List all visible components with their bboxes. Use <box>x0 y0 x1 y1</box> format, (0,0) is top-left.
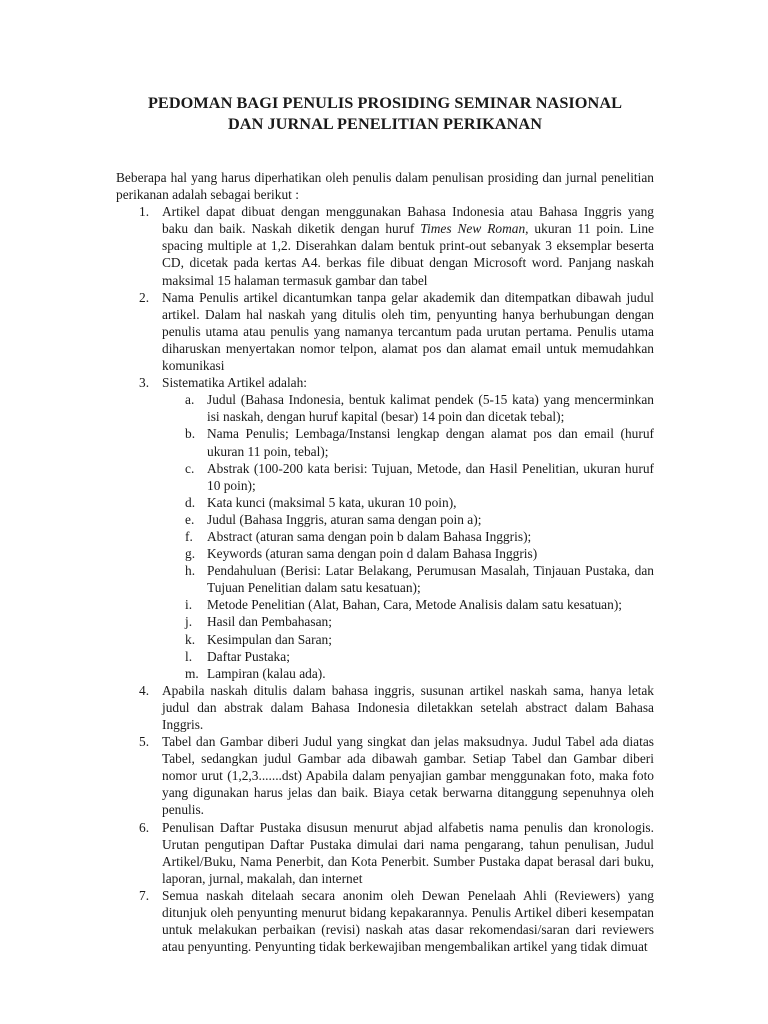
sublist-item <box>162 460 654 494</box>
item-text: Apabila naskah ditulis dalam bahasa inggris, susunan artikel naskah sama, hanya letak judul dan abstrak dalam Bahasa Indonesia diletakkan setelah abstract dalam Bahasa Inggris. <box>162 682 654 732</box>
sublist-item <box>162 511 654 528</box>
list-item <box>116 682 654 733</box>
item-text: Nama Penulis artikel dicantumkan tanpa gelar akademik dan ditempatkan dibawah judul artikel. Dalam hal naskah yang ditulis oleh tim, penyunting hanya berhubungan dengan penulis utama atau penulis yang namanya tercantum pada urutan pertama. Penulis utama diharuskan menyertakan nomor telpon, alamat pos dan alamat email untuk memudahkan komunikasi <box>162 289 654 374</box>
item-text: Sistematika Artikel adalah: <box>162 375 308 391</box>
item-text: Penulisan Daftar Pustaka disusun menurut abjad alfabetis nama penulis dan kronologis. Urutan pengutipan Daftar Pustaka dimulai dari nama pengarang, tahun penulisan, Judul Artikel/Buku, Nama Penerbit, dan Kota Penerbit. Sumber Pustaka dapat berasal dari buku, laporan, jurnal, makalah, dan internet <box>162 819 654 886</box>
sub-letter: e. <box>185 511 195 527</box>
list-item <box>116 374 654 682</box>
item-text: Artikel dapat dibuat dengan menggunakan Bahasa Indonesia atau Bahasa Inggris yang baku dan baik. Naskah diketik dengan huruf <box>162 204 654 237</box>
guideline-list <box>116 203 654 955</box>
sub-letter: j. <box>185 614 193 630</box>
sub-text: Kata kunci (maksimal 5 kata, ukuran 10 poin), <box>207 494 457 510</box>
item-text: Tabel dan Gambar diberi Judul yang singkat dan jelas maksudnya. Judul Tabel ada diatas Tabel, sedangkan judul Gambar ada dibawah gambar. Setiap Tabel dan Gambar diberi nomor urut (1,2,3.......dst) Apabila dalam penyajian gambar menggunakan foto, maka foto yang digunakan harus jelas dan baik. Biaya cetak berwarna ditanggung sepenuhnya oleh penulis. <box>162 734 654 818</box>
item-number: 5. <box>139 734 150 750</box>
sub-text: Hasil dan Pembahasan; <box>207 614 332 630</box>
sub-letter: g. <box>185 546 196 562</box>
item-number: 3. <box>139 375 150 391</box>
sub-text: Kesimpulan dan Saran; <box>207 631 332 647</box>
sublist-item <box>162 545 654 562</box>
sub-text: Abstrak (100-200 kata berisi: Tujuan, Metode, dan Hasil Penelitian, ukuran huruf 10 poin); <box>207 460 654 493</box>
document-page <box>116 92 654 955</box>
sub-letter: d. <box>185 494 196 510</box>
sub-letter: c. <box>185 460 195 476</box>
sub-letter: k. <box>185 631 196 647</box>
sub-text: Daftar Pustaka; <box>207 648 290 664</box>
item-number: 6. <box>139 819 150 835</box>
item-text: Semua naskah ditelaah secara anonim oleh Dewan Penelaah Ahli (Reviewers) yang ditunjuk oleh penyunting menurut bidang kepakarannya. Penulis Artikel diberi kesempatan untuk melakukan perbaikan (revisi) naskah atas dasar rekomendasi/saran dari reviewers atau penyunting. Penyunting tidak berkewajiban mengembalikan artikel yang tidak dimuat <box>162 887 654 955</box>
sublist-item <box>162 494 654 511</box>
sub-text: Judul (Bahasa Indonesia, bentuk kalimat pendek (5-15 kata) yang mencerminkan isi naskah, dengan huruf kapital (besar) 14 poin dan dicetak tebal); <box>207 392 654 425</box>
sub-letter: f. <box>185 528 193 544</box>
systematics-sublist <box>162 391 654 682</box>
sub-text: Lampiran (kalau ada). <box>207 665 326 681</box>
list-item <box>116 733 654 818</box>
list-item <box>116 887 654 955</box>
sub-letter: b. <box>185 426 196 442</box>
list-item <box>116 203 654 288</box>
sublist-item <box>162 631 654 648</box>
sublist-item <box>162 528 654 545</box>
title-line-1: PEDOMAN BAGI PENULIS PROSIDING SEMINAR NASIONAL <box>147 93 623 112</box>
intro-paragraph: Beberapa hal yang harus diperhatikan oleh penulis dalam penulisan prosiding dan jurnal penelitian perikanan adalah sebagai berikut : <box>116 170 654 203</box>
item-number: 4. <box>139 682 150 698</box>
sublist-item <box>162 665 654 682</box>
item-number: 2. <box>139 289 150 305</box>
document-title <box>116 92 654 134</box>
sub-letter: h. <box>185 563 196 579</box>
list-item <box>116 819 654 887</box>
sublist-item <box>162 596 654 613</box>
sub-text: Nama Penulis; Lembaga/Instansi lengkap dengan alamat pos dan email (huruf ukuran 11 poin, tebal); <box>207 426 654 459</box>
sub-text: Judul (Bahasa Inggris, aturan sama dengan poin a); <box>207 511 482 527</box>
sub-text: Metode Penelitian (Alat, Bahan, Cara, Metode Analisis dalam satu kesatuan); <box>207 597 622 613</box>
sub-letter: l. <box>185 648 193 664</box>
sublist-item <box>162 562 654 596</box>
sub-letter: m. <box>185 665 199 681</box>
title-line-2: DAN JURNAL PENELITIAN PERIKANAN <box>227 114 543 133</box>
sub-letter: i. <box>185 597 193 613</box>
sublist-item <box>162 425 654 459</box>
sublist-item <box>162 613 654 630</box>
item-text-continued: , ukuran 11 poin. Line spacing multiple at 1,2. Diserahkan dalam bentuk print-out sebanyak 3 eksemplar beserta CD, dicetak pada kertas A4. berkas file dibuat dengan Microsoft word. Panjang naskah maksimal 15 halaman termasuk gambar dan tabel <box>162 221 654 288</box>
item-number: 1. <box>139 204 150 220</box>
sub-text: Keywords (aturan sama dengan poin d dalam Bahasa Inggris) <box>207 546 538 562</box>
sub-text: Pendahuluan (Berisi: Latar Belakang, Perumusan Masalah, Tinjauan Pustaka, dan Tujuan Penelitian dalam satu kesatuan); <box>207 563 654 596</box>
font-name-italic: Times New Roman <box>420 221 526 237</box>
item-number: 7. <box>139 887 150 903</box>
sublist-item <box>162 648 654 665</box>
sublist-item <box>162 391 654 425</box>
sub-text: Abstract (aturan sama dengan poin b dalam Bahasa Inggris); <box>207 528 532 544</box>
sub-letter: a. <box>185 392 195 408</box>
list-item <box>116 289 654 374</box>
